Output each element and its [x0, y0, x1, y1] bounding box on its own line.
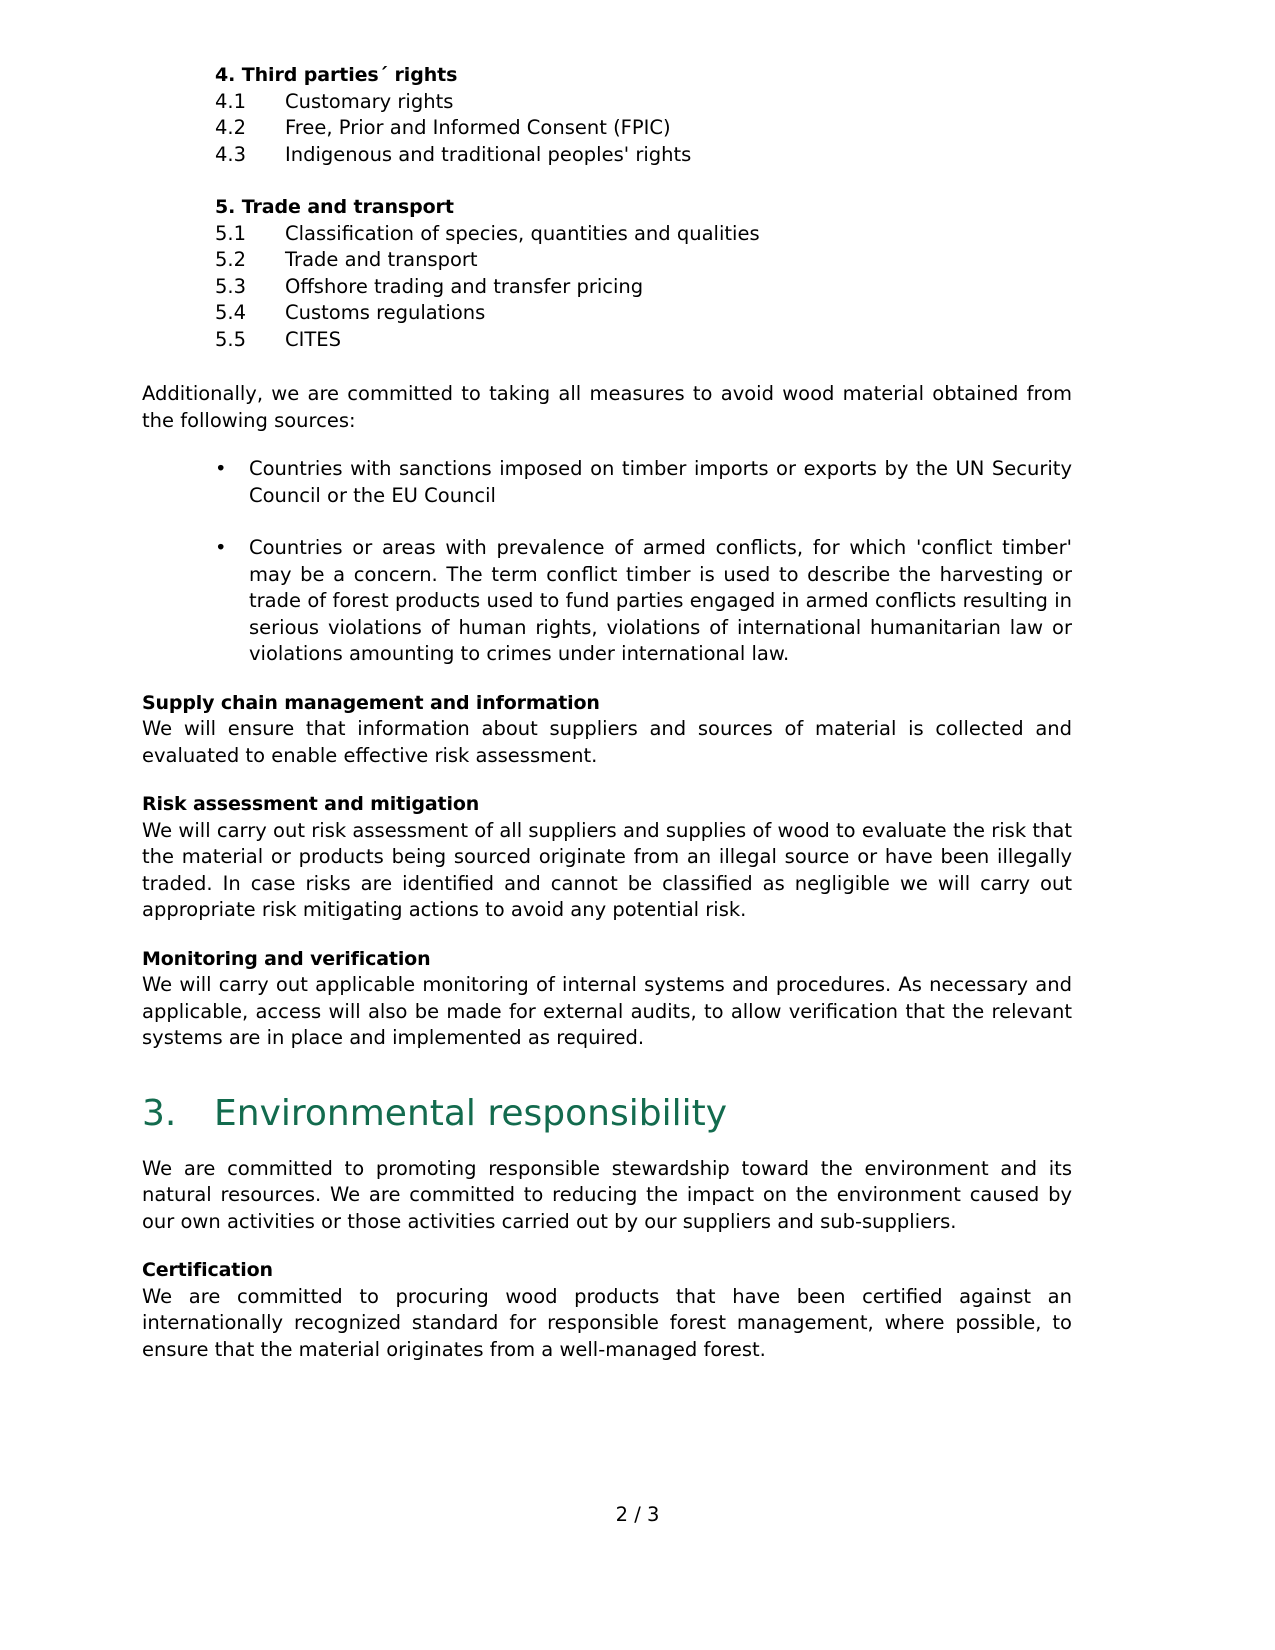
outline-item-5-3 — [215, 274, 1072, 301]
outline-item-number: 5.5 — [215, 327, 247, 351]
bullet-icon: • — [215, 457, 227, 480]
outline-item-5-5 — [215, 327, 1072, 354]
paragraph-supply-chain: We will ensure that information about suppliers and sources of material is collected and evaluated to enable effective risk assessment. — [142, 717, 1072, 767]
outline-item-4-3 — [215, 142, 1072, 169]
outline-item-number: 5.2 — [215, 248, 247, 271]
subheading-monitoring: Monitoring and verification — [142, 947, 431, 970]
spacer — [142, 1235, 1072, 1257]
spacer — [142, 1136, 1072, 1156]
subheading-certification: Certification — [142, 1259, 273, 1281]
outline-item-label: Classification of species, quantities and qualities — [285, 221, 760, 245]
paragraph-certification: We are committed to procuring wood products that have been certified against an internationally recognized standard for responsible forest management, where possible, to ensure that the material originates from a well-managed forest. — [142, 1284, 1072, 1361]
list-item-text: Countries with sanctions imposed on timber imports or exports by the UN Security Council or the EU Council — [249, 457, 1072, 507]
outline-item-label: Customs regulations — [285, 301, 486, 324]
paragraph-monitoring: We will carry out applicable monitoring of internal systems and procedures. As necessary and applicable, access will also be made for external audits, to allow verification that the relevant systems are in place and implemented as required. — [142, 973, 1072, 1049]
paragraph-risk-assessment: We will carry out risk assessment of all suppliers and supplies of wood to evaluate the risk that the material or products being sourced originate from an illegal source or have been illegally traded. In case risks are identified and cannot be classified as negligible we will carry out appropriate risk mitigating actions to avoid any potential risk. — [142, 818, 1072, 921]
section-heading-environmental-responsibility — [142, 1092, 1072, 1136]
outline-item-number: 4.1 — [215, 89, 247, 113]
page-number-footer: 2 / 3 — [615, 1503, 660, 1526]
outline-item-number: 4.2 — [215, 116, 247, 139]
spacer — [142, 353, 1072, 381]
list-item — [213, 456, 1072, 509]
outline-item-5-2 — [215, 247, 1072, 274]
outline-item-5-4 — [215, 300, 1072, 327]
page-content — [142, 62, 1072, 1363]
outline-group-5 — [142, 194, 1072, 353]
intro-paragraph: Additionally, we are committed to taking all measures to avoid wood material obtained from the following sources: — [142, 382, 1072, 432]
outline-group-4 — [142, 62, 1072, 168]
outline-heading-4: 4. Third parties´ rights — [215, 64, 458, 86]
outline-item-4-2 — [215, 115, 1072, 142]
outline-item-number: 4.3 — [215, 142, 247, 166]
outline-item-number: 5.3 — [215, 274, 247, 298]
spacer — [142, 668, 1072, 690]
outline-item-label: Offshore trading and transfer pricing — [285, 274, 644, 298]
outline-item-label: CITES — [285, 327, 341, 351]
list-item-text: Countries or areas with prevalence of armed conflicts, for which 'conflict timber' may be a concern. The term conflict timber is used to describe the harvesting or trade of forest products used to fund parties engaged in armed conflicts resulting in serious violations of human rights, violations of international humanitarian law or violations amounting to crimes under international law. — [249, 536, 1072, 665]
bullet-icon: • — [215, 536, 227, 559]
list-item — [213, 535, 1072, 668]
outline-item-label: Customary rights — [285, 89, 454, 113]
spacer — [142, 924, 1072, 946]
avoided-sources-list — [142, 456, 1072, 668]
spacer — [142, 769, 1072, 791]
section-number: 3. — [142, 1092, 177, 1134]
spacer — [142, 1052, 1072, 1092]
outline-item-label: Trade and transport — [285, 248, 478, 271]
section-title: Environmental responsibility — [214, 1092, 728, 1134]
outline-item-label: Indigenous and traditional peoples' rights — [285, 142, 692, 166]
paragraph-environmental-intro: We are committed to promoting responsible stewardship toward the environment and its natural resources. We are committed to reducing the impact on the environment caused by our own activities or those activities carried out by our suppliers and sub-suppliers. — [142, 1156, 1072, 1233]
outline-item-4-1 — [215, 89, 1072, 116]
outline-item-5-1 — [215, 221, 1072, 248]
outline-heading-5: 5. Trade and transport — [215, 196, 454, 218]
spacer — [142, 434, 1072, 456]
outline-item-number: 5.4 — [215, 301, 247, 324]
outline-item-label: Free, Prior and Informed Consent (FPIC) — [285, 116, 671, 139]
subheading-supply-chain: Supply chain management and information — [142, 691, 600, 714]
subheading-risk-assessment: Risk assessment and mitigation — [142, 793, 480, 815]
outline-item-number: 5.1 — [215, 221, 247, 245]
